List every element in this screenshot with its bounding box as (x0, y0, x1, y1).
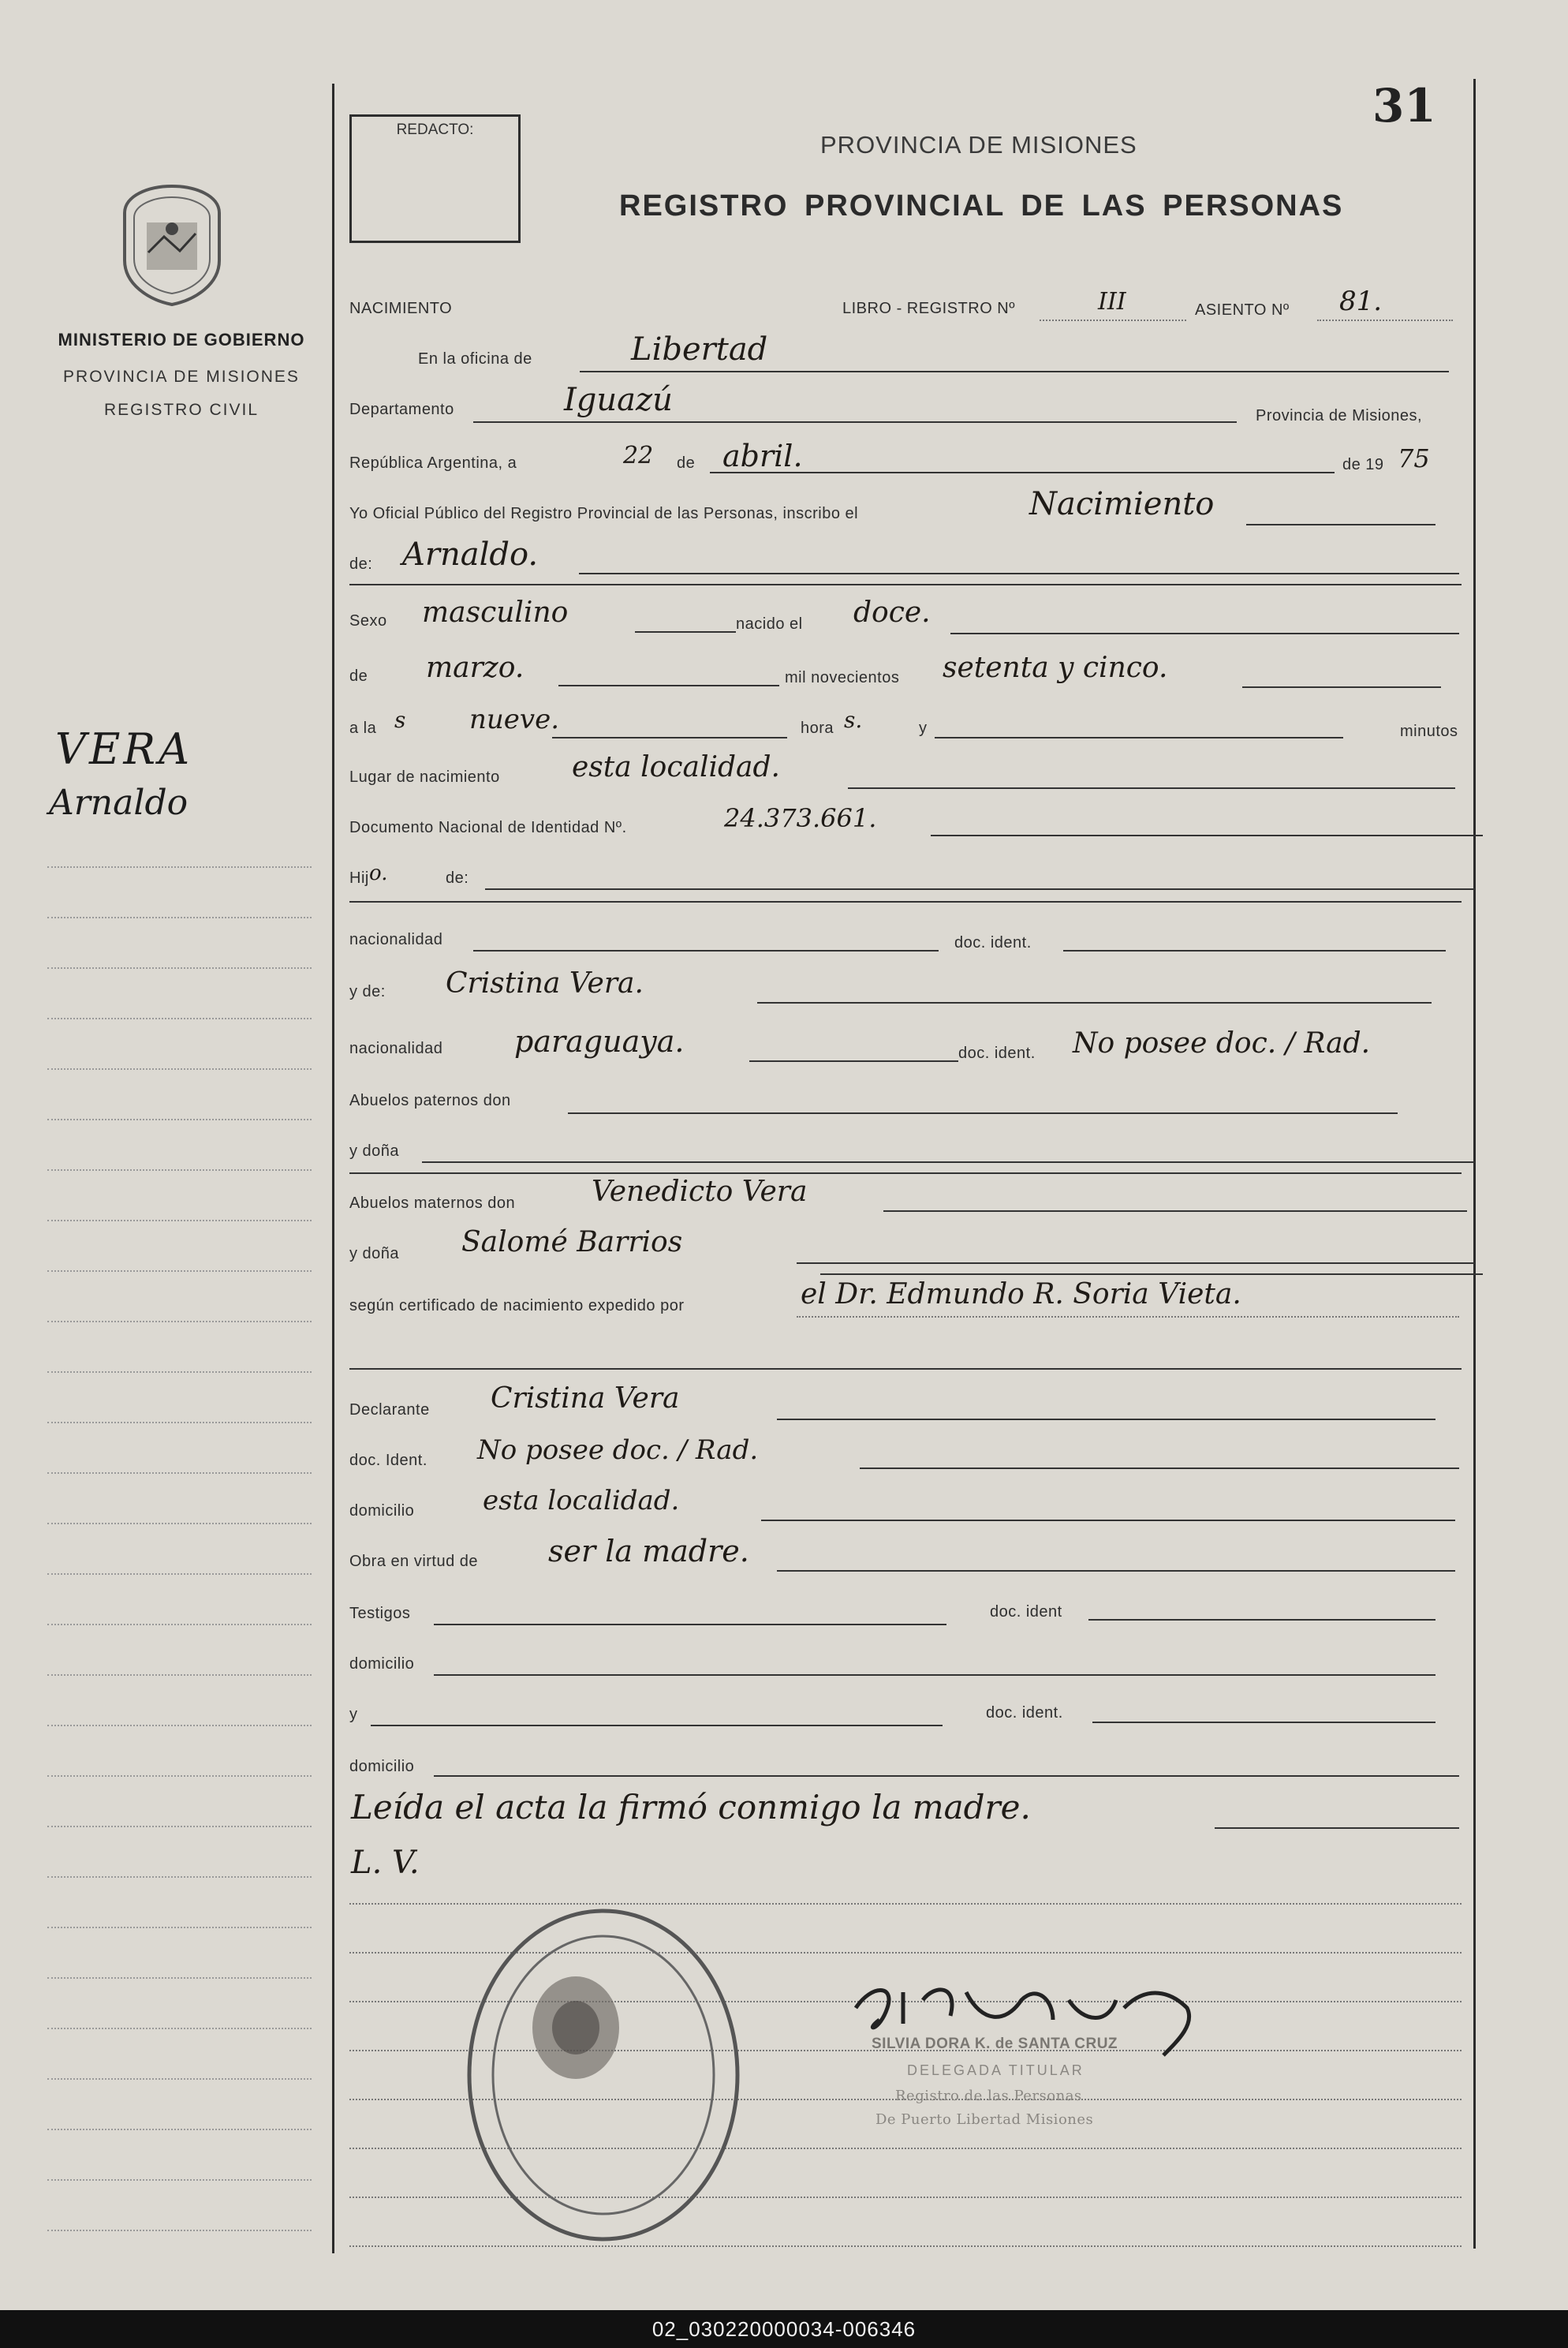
redacto-label: REDACTO: (396, 122, 474, 138)
departamento-label: Departamento (349, 401, 454, 418)
margin-rule (47, 1321, 312, 1322)
month-value: abril. (722, 439, 803, 473)
declarante-value: Cristina Vera (491, 1382, 680, 1415)
abuelo-materno-line (883, 1210, 1467, 1212)
hijo-suffix: o. (369, 862, 388, 885)
margin-rule (47, 866, 312, 868)
abuela-line-2 (820, 1273, 1483, 1275)
margin-rule (47, 1220, 312, 1221)
abuela-materna-value: Salomé Barrios (461, 1226, 683, 1258)
margin-rule (47, 1472, 312, 1474)
redacto-box (349, 114, 521, 243)
acto-value: Nacimiento (1029, 486, 1215, 522)
margin-rule (47, 1725, 312, 1726)
domicilio3-label: domicilio (349, 1758, 415, 1775)
doc-ident5-label: doc. ident. (986, 1704, 1063, 1722)
provincia-misiones-label: Provincia de Misiones, (1256, 407, 1423, 424)
oficina-label: En la oficina de (418, 350, 532, 368)
dni-value: 24.373.661. (724, 803, 877, 833)
minutos-label: minutos (1400, 723, 1458, 740)
departamento-value: Iguazú (564, 382, 673, 418)
certificado-value: el Dr. Edmundo R. Soria Vieta. (801, 1278, 1241, 1310)
anio-line (1242, 686, 1441, 688)
left-frame-line (332, 84, 334, 2253)
margin-rule (47, 1018, 312, 1019)
oficina-line (580, 371, 1449, 372)
y-de-label: y de: (349, 983, 386, 1000)
abuelos-paternos-label: Abuelos paternos don (349, 1092, 511, 1109)
acto-line (1246, 524, 1435, 525)
doc-ident4-line (1088, 1619, 1435, 1621)
lugar-label: Lugar de nacimiento (349, 768, 500, 786)
y-label: y (919, 720, 928, 737)
nacido-label: nacido el (736, 615, 803, 633)
margin-rule (47, 1371, 312, 1373)
nacionalidad-label: nacionalidad (349, 931, 443, 948)
closing-initials: L. V. (351, 1845, 420, 1881)
doc-ident2-label: doc. ident. (958, 1045, 1036, 1062)
margin-rule (47, 1927, 312, 1928)
margin-given-name: Arnaldo (49, 783, 189, 823)
obra-value: ser la madre. (548, 1534, 749, 1568)
registry-title: REGISTRO PROVINCIAL DE LAS PERSONAS (619, 189, 1344, 222)
mes-value: marzo. (426, 652, 525, 684)
margin-rule (47, 2129, 312, 2130)
doc-ident5-line (1092, 1722, 1435, 1723)
provincia-label: PROVINCIA DE MISIONES (63, 368, 300, 386)
libro-line (1040, 320, 1186, 321)
asiento-label: ASIENTO Nº (1195, 301, 1290, 319)
margin-rule (47, 2179, 312, 2181)
madre-line (757, 1002, 1432, 1004)
anio-value: setenta y cinco. (943, 652, 1168, 684)
margin-rule (47, 1624, 312, 1625)
a-las-suffix: s (394, 707, 406, 733)
mes-line (558, 685, 779, 686)
abuelos-paternos-line (568, 1112, 1398, 1114)
nacionalidad2-label: nacionalidad (349, 1040, 443, 1057)
libro-value: III (1098, 288, 1126, 316)
republica-label: República Argentina, a (349, 454, 517, 472)
hora-line (552, 737, 787, 738)
certificado-line-2 (349, 1368, 1462, 1370)
doc-ident3-label: doc. Ident. (349, 1452, 427, 1469)
registro-civil-label: REGISTRO CIVIL (103, 401, 259, 419)
margin-rule (47, 2028, 312, 2029)
certificado-label: según certificado de nacimiento expedido por (349, 1297, 685, 1314)
dni-line (931, 835, 1483, 836)
name-line (579, 573, 1459, 574)
obra-label: Obra en virtud de (349, 1553, 479, 1570)
margin-rule (47, 1270, 312, 1272)
signature-line2: Registro de las Personas (895, 2088, 1082, 2104)
doc-ident3-line (860, 1468, 1459, 1469)
name-line-2 (349, 584, 1462, 585)
sexo-line (635, 631, 736, 633)
province-seal-icon (117, 181, 227, 308)
margin-rule (47, 1876, 312, 1878)
margin-rule (47, 1826, 312, 1827)
sexo-label: Sexo (349, 612, 387, 630)
y-dona-line (422, 1161, 1475, 1163)
doc-ident-label: doc. ident. (954, 934, 1032, 952)
domicilio-label: domicilio (349, 1502, 415, 1520)
doc-ident3-value: No posee doc. / Rad. (477, 1434, 759, 1466)
nacido-line (950, 633, 1459, 634)
libro-label: LIBRO - REGISTRO Nº (842, 300, 1016, 317)
hijo-line (485, 888, 1475, 890)
testigos-line (434, 1624, 946, 1625)
a-las-label: a la (349, 720, 377, 737)
lugar-line (848, 787, 1455, 789)
domicilio3-line (434, 1775, 1459, 1777)
name-value: Arnaldo. (402, 537, 539, 573)
margin-rule (47, 1775, 312, 1777)
margin-rule (47, 1573, 312, 1575)
margin-rule (47, 2230, 312, 2231)
lugar-value: esta localidad. (572, 751, 780, 783)
domicilio2-label: domicilio (349, 1655, 415, 1673)
ministerio-label: MINISTERIO DE GOBIERNO (58, 330, 305, 350)
y-dona-line-2 (349, 1172, 1462, 1174)
oficial-label: Yo Oficial Público del Registro Provincial de las Personas, inscribo el (349, 505, 859, 522)
margin-surname: VERA (55, 724, 193, 774)
right-frame-line (1473, 79, 1476, 2249)
nacionalidad-line (473, 950, 939, 952)
nacido-value: doce. (853, 596, 931, 629)
horas-label: hora (801, 720, 834, 737)
madre-value: Cristina Vera. (446, 967, 644, 1000)
margin-rule (47, 1169, 312, 1171)
asiento-line (1317, 320, 1453, 321)
hijo-line-2 (349, 901, 1462, 903)
official-stamp-icon (457, 1901, 749, 2249)
oficina-value: Libertad (631, 331, 768, 368)
sexo-value: masculino (422, 596, 569, 629)
archive-footer-id: 02_030220000034-006346 (0, 2310, 1568, 2348)
closing-statement: Leída el acta la firmó conmigo la madre. (351, 1788, 1031, 1826)
horas-suffix: s. (844, 707, 863, 733)
year-label: de 19 (1342, 456, 1384, 473)
margin-rule (47, 1422, 312, 1423)
signature-line3: De Puerto Libertad Misiones (875, 2111, 1094, 2128)
de-label: de (677, 454, 696, 472)
testigos-label: Testigos (349, 1605, 411, 1622)
hijo-de-label: de: (446, 869, 469, 887)
domicilio-line (761, 1520, 1455, 1521)
margin-rule (47, 1674, 312, 1676)
margin-rule (47, 917, 312, 918)
nacionalidad2-value: paraguaya. (514, 1024, 685, 1059)
minutos-line (935, 737, 1343, 738)
declarante-line (777, 1419, 1435, 1420)
abuelos-maternos-label: Abuelos maternos don (349, 1195, 516, 1212)
mil-novecientos-label: mil novecientos (785, 669, 900, 686)
date-line (710, 472, 1335, 473)
nacionalidad2-line (749, 1060, 958, 1062)
y-dona-label: y doña (349, 1142, 400, 1160)
abuelo-materno-value: Venedicto Vera (592, 1176, 808, 1208)
signature-name: SILVIA DORA K. de SANTA CRUZ (872, 2036, 1118, 2052)
day-value: 22 (623, 442, 654, 469)
dni-label: Documento Nacional de Identidad Nº. (349, 819, 627, 836)
y2-line (371, 1725, 943, 1726)
abuela-materna-line (797, 1262, 1475, 1264)
y-dona2-label: y doña (349, 1245, 400, 1262)
declarante-label: Declarante (349, 1401, 430, 1419)
margin-rule (47, 1523, 312, 1524)
y2-label: y (349, 1706, 358, 1723)
nacimiento-label: NACIMIENTO (349, 300, 453, 317)
doc-ident-line (1063, 950, 1446, 952)
page-number: 31 (1372, 79, 1436, 133)
asiento-value: 81. (1339, 286, 1383, 317)
margin-rule (47, 1119, 312, 1120)
domicilio2-line (434, 1674, 1435, 1676)
hora-value: nueve. (469, 704, 560, 735)
de-name-label: de: (349, 555, 373, 573)
de-mes-label: de (349, 667, 368, 685)
closing-line (1215, 1827, 1459, 1829)
province-heading: PROVINCIA DE MISIONES (820, 131, 1137, 159)
doc-ident2-value: No posee doc. / Rad. (1073, 1027, 1371, 1060)
margin-rule (47, 1977, 312, 1979)
margin-rule (47, 2078, 312, 2080)
margin-rule (47, 967, 312, 969)
hijo-label: Hij (349, 869, 369, 887)
departamento-line (473, 421, 1237, 423)
certificado-line (797, 1316, 1459, 1318)
obra-line (777, 1570, 1455, 1572)
margin-rule (47, 1068, 312, 1070)
domicilio-value: esta localidad. (483, 1485, 680, 1516)
doc-ident4-label: doc. ident (990, 1603, 1062, 1621)
year-value: 75 (1398, 443, 1430, 473)
signature-title: DELEGADA TITULAR (907, 2062, 1085, 2078)
